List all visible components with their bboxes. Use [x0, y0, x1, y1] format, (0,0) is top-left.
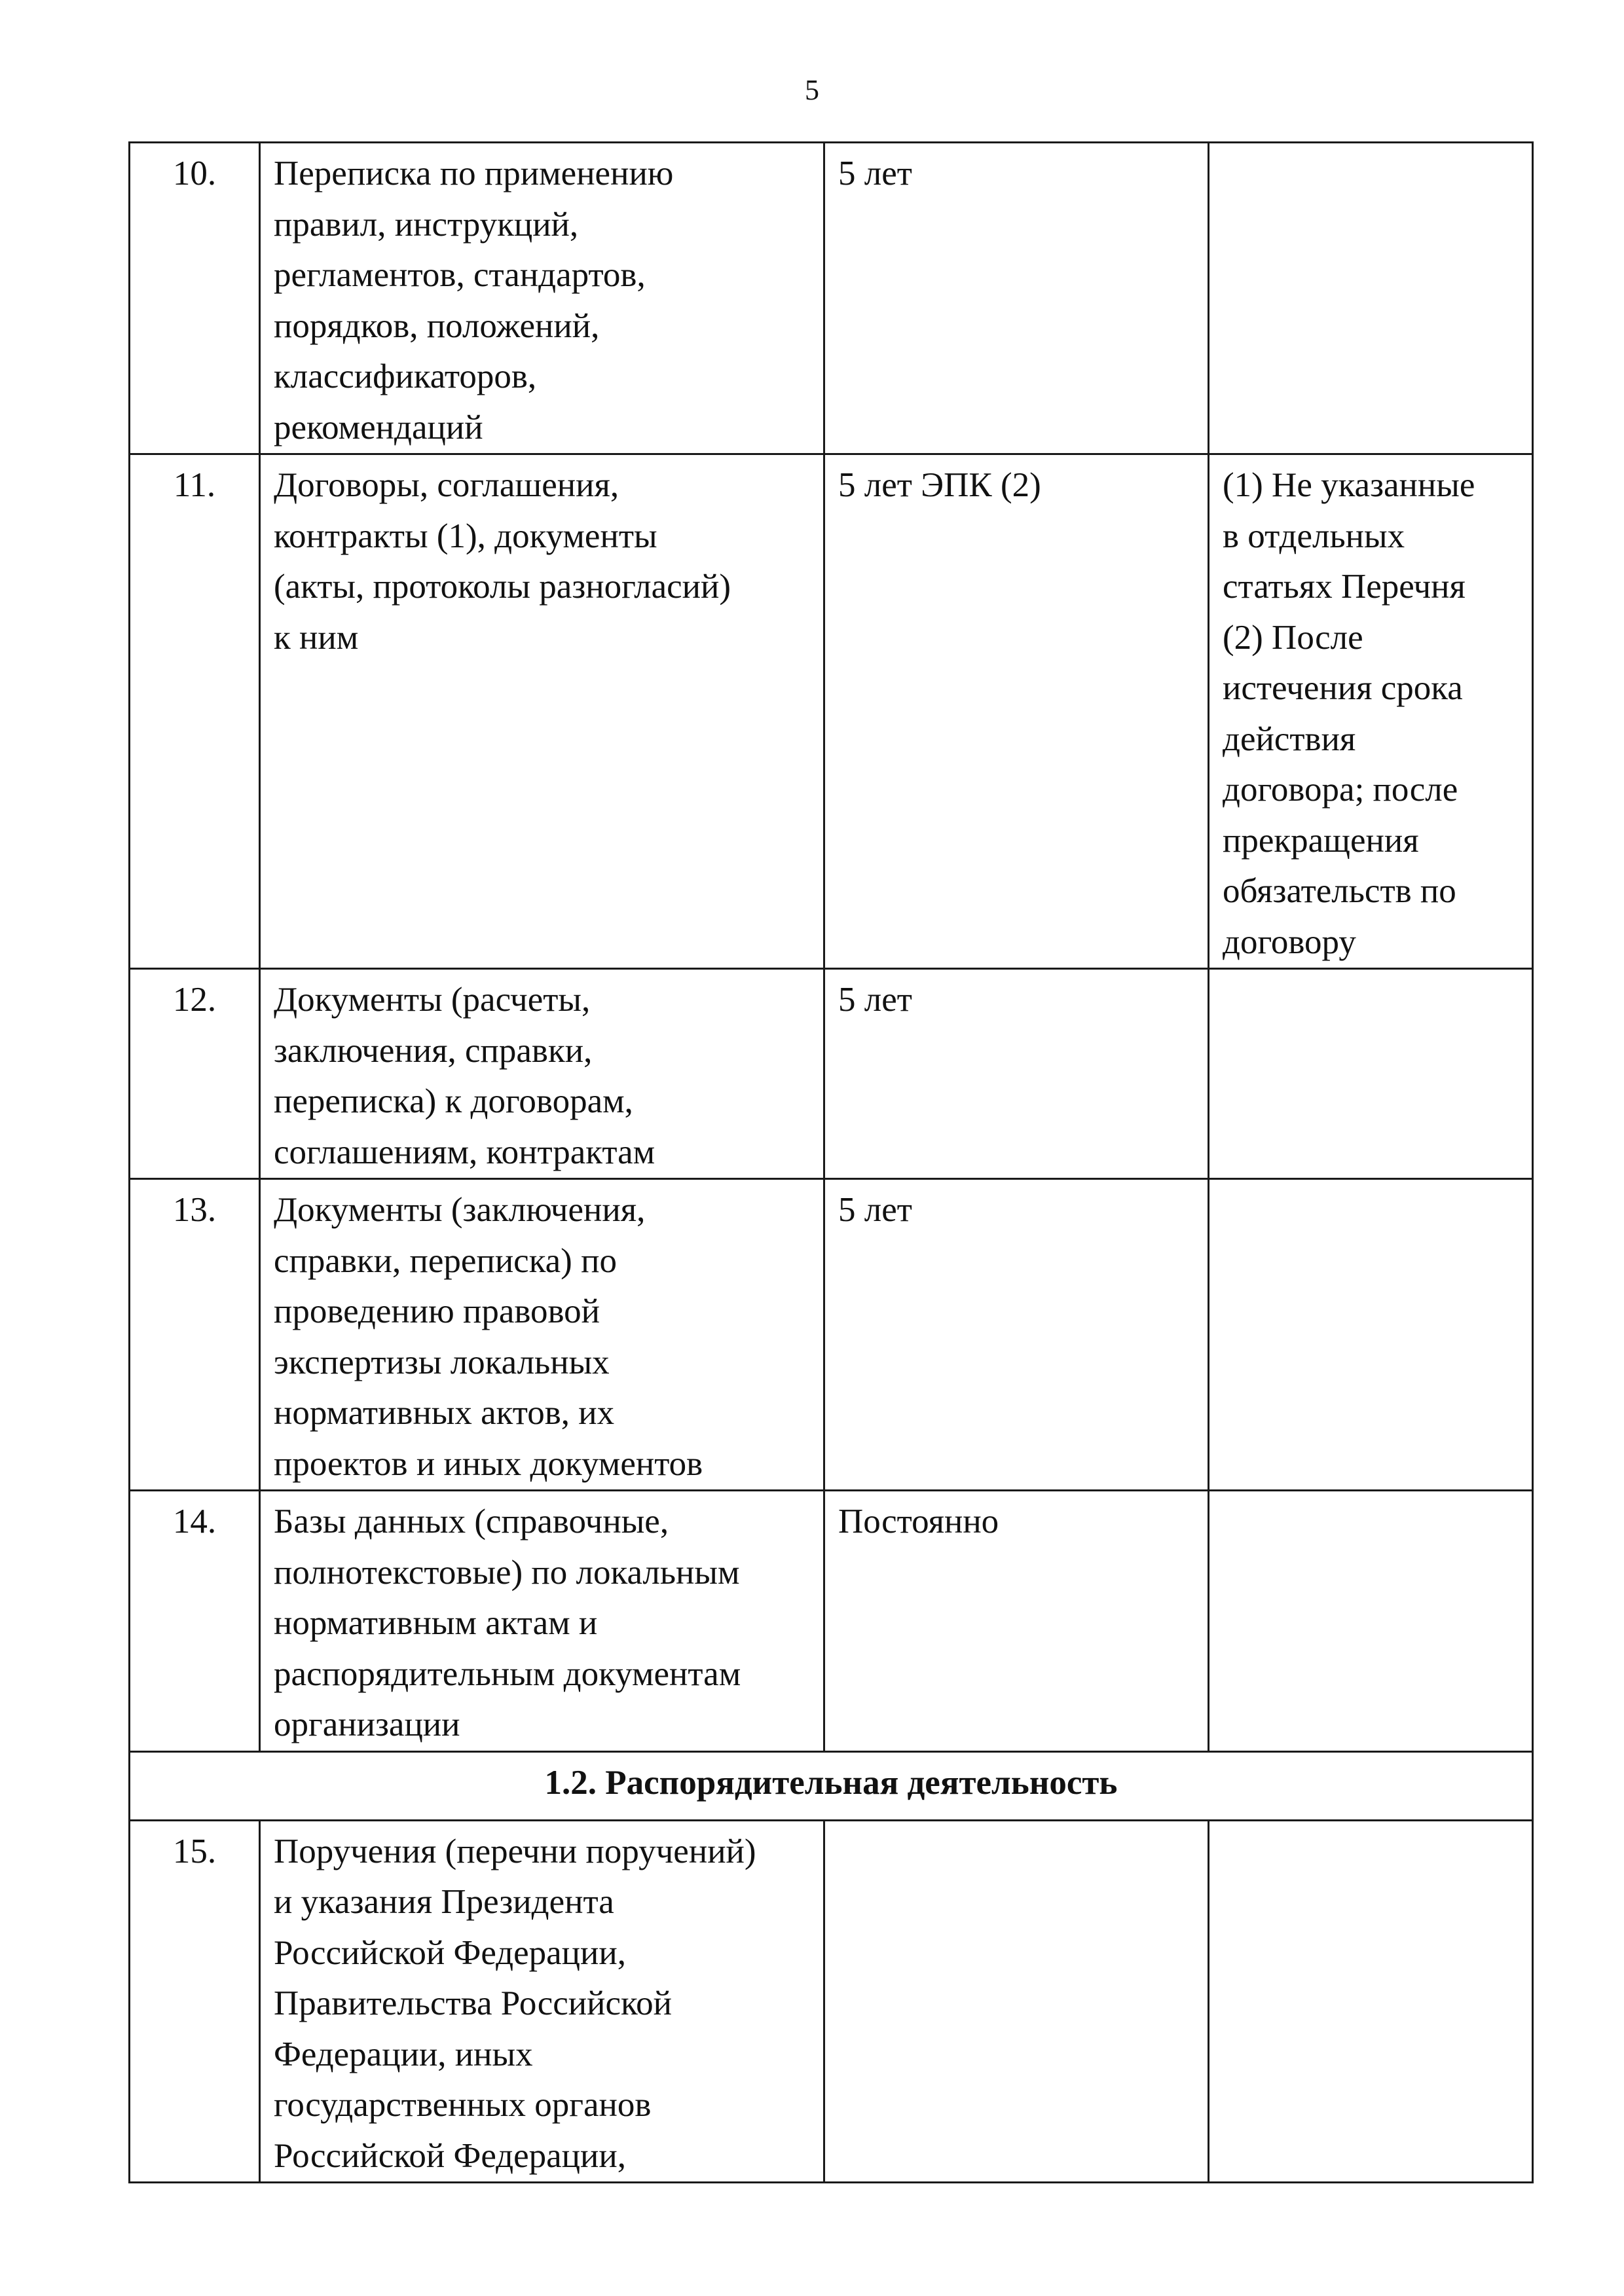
title-line: Документы (заключения, [274, 1191, 646, 1229]
article-number: 13. [130, 1179, 260, 1491]
title-line: классификаторов, [274, 357, 537, 395]
title-line: порядков, положений, [274, 306, 600, 345]
retention-term: 5 лет [824, 969, 1209, 1179]
title-line: Федерации, иных [274, 2035, 533, 2073]
title-line: Переписка по применению [274, 155, 674, 192]
title-line: правил, инструкций, [274, 205, 579, 244]
title-line: нормативных актов, их [274, 1394, 615, 1432]
note-line: в отдельных [1223, 517, 1405, 555]
title-line: заключения, справки, [274, 1031, 593, 1070]
note-line: договору [1223, 922, 1356, 961]
note-line: статьях Перечня [1223, 568, 1466, 606]
retention-term: 5 лет [824, 143, 1209, 454]
table-row [130, 1179, 1533, 1491]
title-line: проведению правовой [274, 1292, 600, 1330]
retention-term [824, 1820, 1209, 2183]
article-number: 12. [130, 969, 260, 1179]
section-heading: 1.2. Распорядительная деятельность [130, 1751, 1533, 1820]
title-line: к ним [274, 618, 359, 657]
note-line: обязательств по [1223, 872, 1456, 910]
article-note [1209, 1491, 1533, 1752]
article-note [1209, 1820, 1533, 2183]
title-line: Поручения (перечни поручений) [274, 1832, 756, 1870]
note-line: истечения срока [1223, 669, 1463, 707]
article-note [1209, 143, 1533, 454]
title-line: распорядительным документам [274, 1654, 741, 1693]
title-line: Базы данных (справочные, [274, 1503, 669, 1540]
table-row [130, 454, 1533, 969]
table-row [130, 143, 1533, 454]
article-number: 10. [130, 143, 260, 454]
title-line: переписка) к договорам, [274, 1082, 633, 1120]
title-line: Российской Федерации, [274, 1933, 626, 1972]
note-line: (1) Не указанные [1223, 466, 1475, 504]
title-line: рекомендаций [274, 408, 483, 446]
retention-schedule-table [128, 141, 1534, 2183]
table-row [130, 1491, 1533, 1752]
note-line: договора; после [1223, 771, 1458, 809]
title-line: справки, переписка) по [274, 1241, 617, 1280]
article-number: 14. [130, 1491, 260, 1752]
title-line: контракты (1), документы [274, 517, 657, 555]
note-line: действия [1223, 720, 1356, 758]
article-title [260, 1179, 824, 1491]
title-line: организации [274, 1705, 460, 1743]
title-line: государственных органов [274, 2086, 652, 2124]
title-line: Российской Федерации, [274, 2136, 626, 2175]
article-title [260, 1820, 824, 2183]
title-line: Правительства Российской [274, 1984, 672, 2022]
section-heading-row [130, 1751, 1533, 1820]
retention-term: 5 лет [824, 1179, 1209, 1491]
title-line: экспертизы локальных [274, 1343, 610, 1381]
table-row [130, 969, 1533, 1179]
article-title [260, 454, 824, 969]
title-line: (акты, протоколы разногласий) [274, 568, 731, 606]
page-number: 5 [805, 74, 819, 106]
article-title [260, 969, 824, 1179]
title-line: Документы (расчеты, [274, 981, 591, 1019]
title-line: проектов и иных документов [274, 1444, 703, 1483]
title-line: Договоры, соглашения, [274, 466, 619, 504]
title-line: регламентов, стандартов, [274, 256, 646, 294]
article-note [1209, 1179, 1533, 1491]
note-line: (2) После [1223, 618, 1363, 657]
title-line: полнотекстовые) по локальным [274, 1553, 740, 1592]
retention-term: 5 лет ЭПК (2) [824, 454, 1209, 969]
table-row [130, 1820, 1533, 2183]
title-line: и указания Президента [274, 1883, 614, 1921]
article-note [1209, 454, 1533, 969]
article-number: 11. [130, 454, 260, 969]
note-line: прекращения [1223, 821, 1419, 860]
article-title [260, 1491, 824, 1752]
article-note [1209, 969, 1533, 1179]
article-number: 15. [130, 1820, 260, 2183]
retention-term: Постоянно [824, 1491, 1209, 1752]
title-line: нормативным актам и [274, 1604, 598, 1642]
title-line: соглашениям, контрактам [274, 1133, 655, 1171]
article-title [260, 143, 824, 454]
